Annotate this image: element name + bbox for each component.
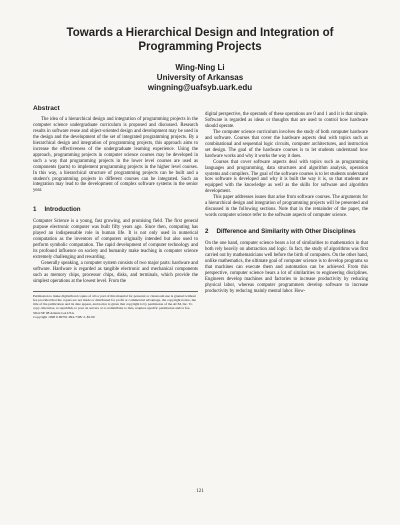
right-column [205, 112, 368, 295]
section-2-heading [205, 228, 368, 236]
section-2-title: Difference and Similarity with Other Disciplines [216, 228, 356, 236]
conference-venue: SIGCSE 98 Atlanta GA USA [33, 310, 75, 315]
right-paragraph-3: Courses that cover software aspects deal with topics such as programming languages and programming, data structures and algorithm analysis, operation systems and compilers. The goal of the software courses is to let students understand how software is developed and why it is built the way it is, so that students are equipped with the knowledge as well as the skills for software and algorithm development. [205, 159, 368, 195]
page-number: 121 [196, 489, 204, 494]
intro-paragraph-2: Generally speaking, a computer system consists of two major parts: hardware and software. Hardware is regarded as tangible electronic and mechanical components such as memory chips, processor chips, disks, and terminals, which provide the simplest operations at the lowest level. From the [33, 261, 198, 284]
paper-title [40, 26, 360, 54]
title-line-1: Towards a Hierarchical Design and Integration of [66, 27, 334, 39]
abstract-heading: Abstract [33, 105, 60, 112]
author-name: Wing-Ning Li [175, 63, 225, 72]
section-2-number: 2 [205, 228, 209, 236]
left-column [33, 105, 198, 319]
right-paragraph-4: This paper addresses issues that arise from software courses. The arguments for a hierarchical design and integration of programming projects will be presented and discussed in the following sections. Note that in the remainder of the paper, the words computer science refer to the software aspects of computer science. [205, 195, 368, 219]
author-affiliation: University of Arkansas [156, 73, 244, 82]
right-paragraph-1: digital perspective, the operands of these operations are 0 and 1 and it is that simple. Software is regarded as ideas or thoughts that are used to control how hardware should operate. [205, 112, 368, 129]
section-1-number: 1 [33, 206, 37, 214]
author-block [80, 63, 320, 93]
copyright-line: Copyright 1998 0-89791-994-7/98/ 2..$5.00 [33, 314, 95, 319]
abstract-text: The idea of a hierarchical design and integration of programming projects in the computer science undergraduate curriculum is proposed and discussed. Research results in software reuse and object-oriented design and development may be used in the design and the development of the set of integrated programming projects. By a hierarchical design and integration of programming projects, this approach aims to increase the effectiveness of the undergraduate learning experience. Using the approach, programming projects in computer science courses may be developed in such a way that programming projects in the lower level courses are used as components (parts) to implement programming projects in the higher level courses. In this way, a hierarchical structure of programming projects can be built and a student's programming projects in different courses can be integrated. Such an integration may lead to the development of complex software systems in the senior year. [33, 117, 198, 194]
title-line-2: Programming Projects [138, 41, 262, 53]
copyright-footnote [33, 291, 198, 319]
section-1-heading [33, 206, 198, 214]
section-1-title: Introduction [44, 206, 81, 214]
section-2-paragraph: On the one hand, computer science bears a lot of similarities to mathematics in that both rely heavily on abstraction and logic. In fact, the study of algorithms was first carried out by mathematicians well before the birth of computers. On the other hand, unlike mathematics, the ultimate goal of computer science is to develop programs so that machines can execute them and automation can be achieved. From this perspective, computer science bears a lot of similarities to engineering disciplines. Engineers develop machines and factories to increase productivity by reducing physical labor, whereas computer programmers develop software to increase productivity by reducing mainly mental labor. How- [205, 241, 368, 294]
right-paragraph-2: The computer science curriculum involves the study of both computer hardware and software. Courses that cover the hardware aspects deal with topics such as combinational and sequential logic circuits, computer architectures, and instruction set design. The goal of the hardware courses is to let students understand how hardware works and why it works the way it does. [205, 129, 368, 159]
author-email: wingning@uafsyb.uark.edu [147, 83, 253, 92]
permission-notice: Permission to make digital/hard copies of all or part of this material for personal or classroom use is granted without fee provided that the copies are not made or distributed for profit or commercial advantage, the copyright notice, the title of the publication and its date appear, and notice is given that copyright is by permission of the ACM, Inc. To copy otherwise, to republish, to post on servers or to redistribute to lists, requires specific permission and/or fee. [33, 293, 197, 311]
intro-paragraph-1: Computer Science is a young, fast growing, and promising field. The first general purpose electronic computer was built fifty years ago. Since then, computing has played an indispensable role in human life. It is not only used in numerical computation as the inventors of computers originally intended but also used to perform symbolic computation. The rapid development of computer technology and its profound influence on society and humanity make teaching in computer science extremely challenging and rewarding. [33, 219, 198, 261]
